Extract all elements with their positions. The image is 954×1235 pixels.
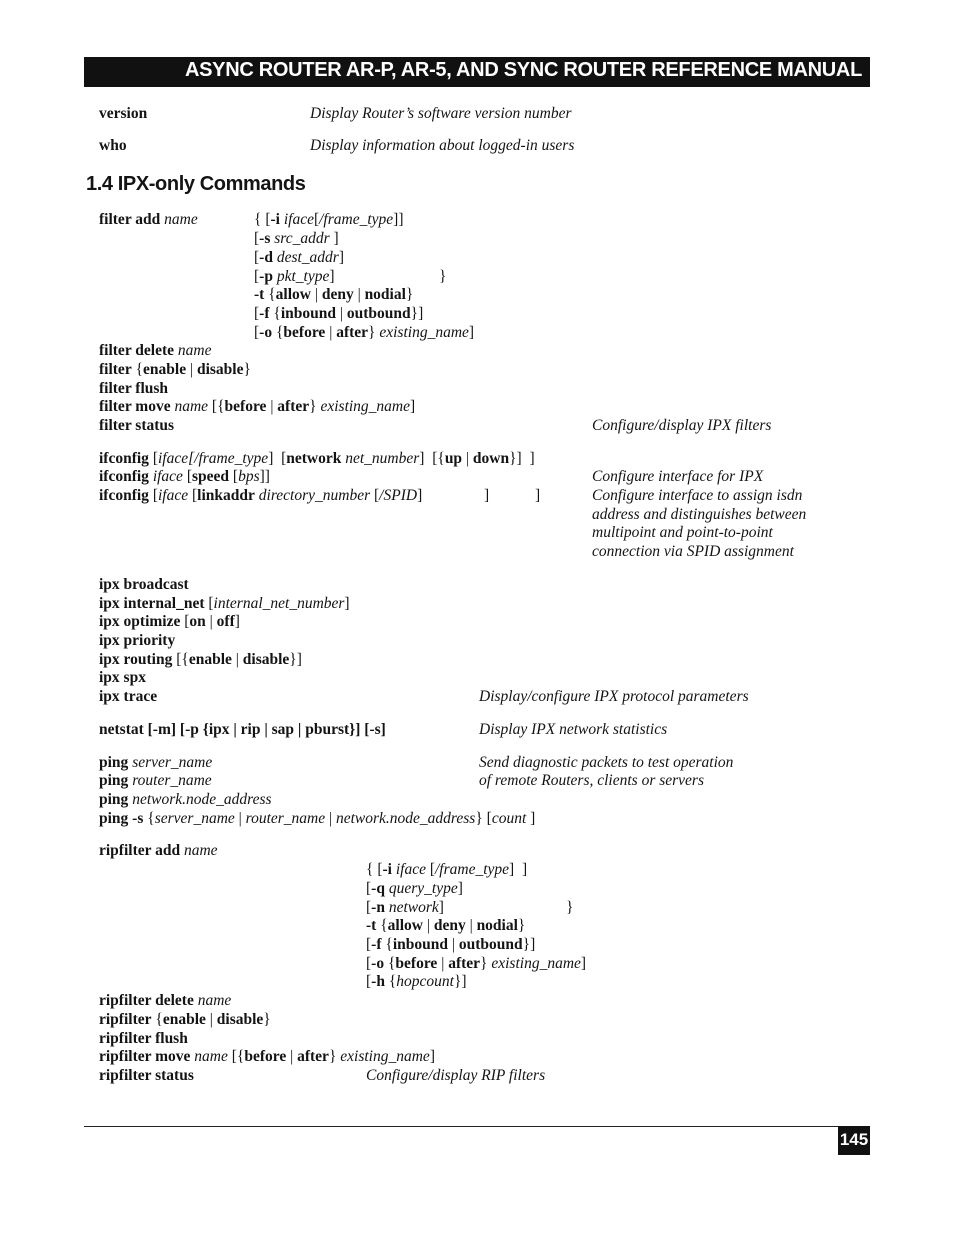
filter-add-option-order: [-o {before | after} existing_name] [254, 324, 475, 341]
netstat-description: Display IPX network statistics [479, 721, 668, 738]
filter-move-command: filter move name [{before | after} existing_name] [99, 398, 416, 415]
ifconfig-bracket-1: ] [484, 487, 490, 504]
who-description: Display information about logged-in users [310, 137, 575, 154]
ripfilter-add-option-hop: [-h {hopcount}] [366, 973, 467, 990]
version-description: Display Router’s software version number [310, 105, 572, 122]
ipx-description: Display/configure IPX protocol parameters [479, 688, 749, 705]
ripfilter-status-command: ripfilter status [99, 1067, 194, 1084]
filter-status-command: filter status [99, 417, 175, 434]
version-command: version [99, 105, 148, 122]
filter-description: Configure/display IPX filters [592, 417, 772, 434]
ipx-priority-command: ipx priority [99, 632, 176, 649]
ipx-optimize-command: ipx optimize [on | off] [99, 613, 240, 630]
ping-server-command: ping server_name [99, 754, 213, 771]
page-number: 145 [838, 1126, 870, 1155]
ripfilter-add-option-query: [-q query_type] [366, 880, 463, 897]
filter-flush-command: filter flush [99, 380, 169, 397]
ripfilter-move-command: ripfilter move name [{before | after} existing_name] [99, 1048, 435, 1065]
filter-add-close-brace: } [439, 268, 447, 285]
filter-add-option-type: -t {allow | deny | nodial} [254, 286, 414, 303]
manual-title: ASYNC ROUTER AR-P, AR-5, AND SYNC ROUTER REFERENCE MANUAL [184, 59, 862, 81]
filter-add-option-direction: [-f {inbound | outbound}] [254, 305, 424, 322]
ifconfig-description-2c: multipoint and point-to-point [592, 524, 773, 541]
ifconfig-description-2b: address and distinguishes between [592, 506, 807, 523]
ifconfig-command-1: ifconfig [iface[/frame_type] [network net_number] [{up | down}] ] [99, 450, 535, 467]
filter-enable-command: filter {enable | disable} [99, 361, 251, 378]
who-command: who [99, 137, 127, 154]
ipx-spx-command: ipx spx [99, 669, 146, 686]
ping-router-command: ping router_name [99, 772, 212, 789]
ripfilter-add-command: ripfilter add name [99, 842, 218, 859]
section-heading: 1.4 IPX-only Commands [86, 173, 306, 195]
ifconfig-description-1: Configure interface for IPX [592, 468, 764, 485]
ripfilter-add-close-brace: } [566, 899, 574, 916]
ripfilter-flush-command: ripfilter flush [99, 1030, 188, 1047]
filter-add-option-pkt: [-p pkt_type] [254, 268, 335, 285]
ripfilter-add-option-direction: [-f {inbound | outbound}] [366, 936, 536, 953]
footer-rule [84, 1126, 870, 1127]
ping-address-command: ping network.node_address [99, 791, 272, 808]
ripfilter-delete-command: ripfilter delete name [99, 992, 232, 1009]
ifconfig-command-2: ifconfig iface [speed [bps]] [99, 468, 270, 485]
ifconfig-description-2d: connection via SPID assignment [592, 543, 794, 560]
ifconfig-command-3: ifconfig [iface [linkaddr directory_number [/SPID] [99, 487, 423, 504]
ripfilter-add-option-order: [-o {before | after} existing_name] [366, 955, 587, 972]
ping-sweep-command: ping -s {server_name | router_name | network.node_address} [count ] [99, 810, 536, 827]
ifconfig-description-2a: Configure interface to assign isdn [592, 487, 803, 504]
filter-add-option-iface: { [-i iface[/frame_type]] [254, 211, 404, 228]
filter-delete-command: filter delete name [99, 342, 212, 359]
ipx-broadcast-command: ipx broadcast [99, 576, 189, 593]
header-bar [84, 57, 870, 87]
ripfilter-add-option-network: [-n network] [366, 899, 444, 916]
ripfilter-add-option-iface: { [-i iface [/frame_type] ] [366, 861, 528, 878]
ipx-internal-net-command: ipx internal_net [internal_net_number] [99, 595, 350, 612]
ripfilter-enable-command: ripfilter {enable | disable} [99, 1011, 271, 1028]
netstat-command: netstat [-m] [-p {ipx | rip | sap | pburst}] [-s] [99, 721, 386, 738]
ping-description-2: of remote Routers, clients or servers [479, 772, 704, 789]
filter-add-command: filter add name [99, 211, 198, 228]
ipx-routing-command: ipx routing [{enable | disable}] [99, 651, 302, 668]
filter-add-option-src: [-s src_addr ] [254, 230, 339, 247]
ifconfig-bracket-2: ] [535, 487, 541, 504]
ripfilter-description: Configure/display RIP filters [366, 1067, 546, 1084]
ping-description-1: Send diagnostic packets to test operation [479, 754, 734, 771]
filter-add-option-dest: [-d dest_addr] [254, 249, 345, 266]
ripfilter-add-option-type: -t {allow | deny | nodial} [366, 917, 526, 934]
ipx-trace-command: ipx trace [99, 688, 158, 705]
